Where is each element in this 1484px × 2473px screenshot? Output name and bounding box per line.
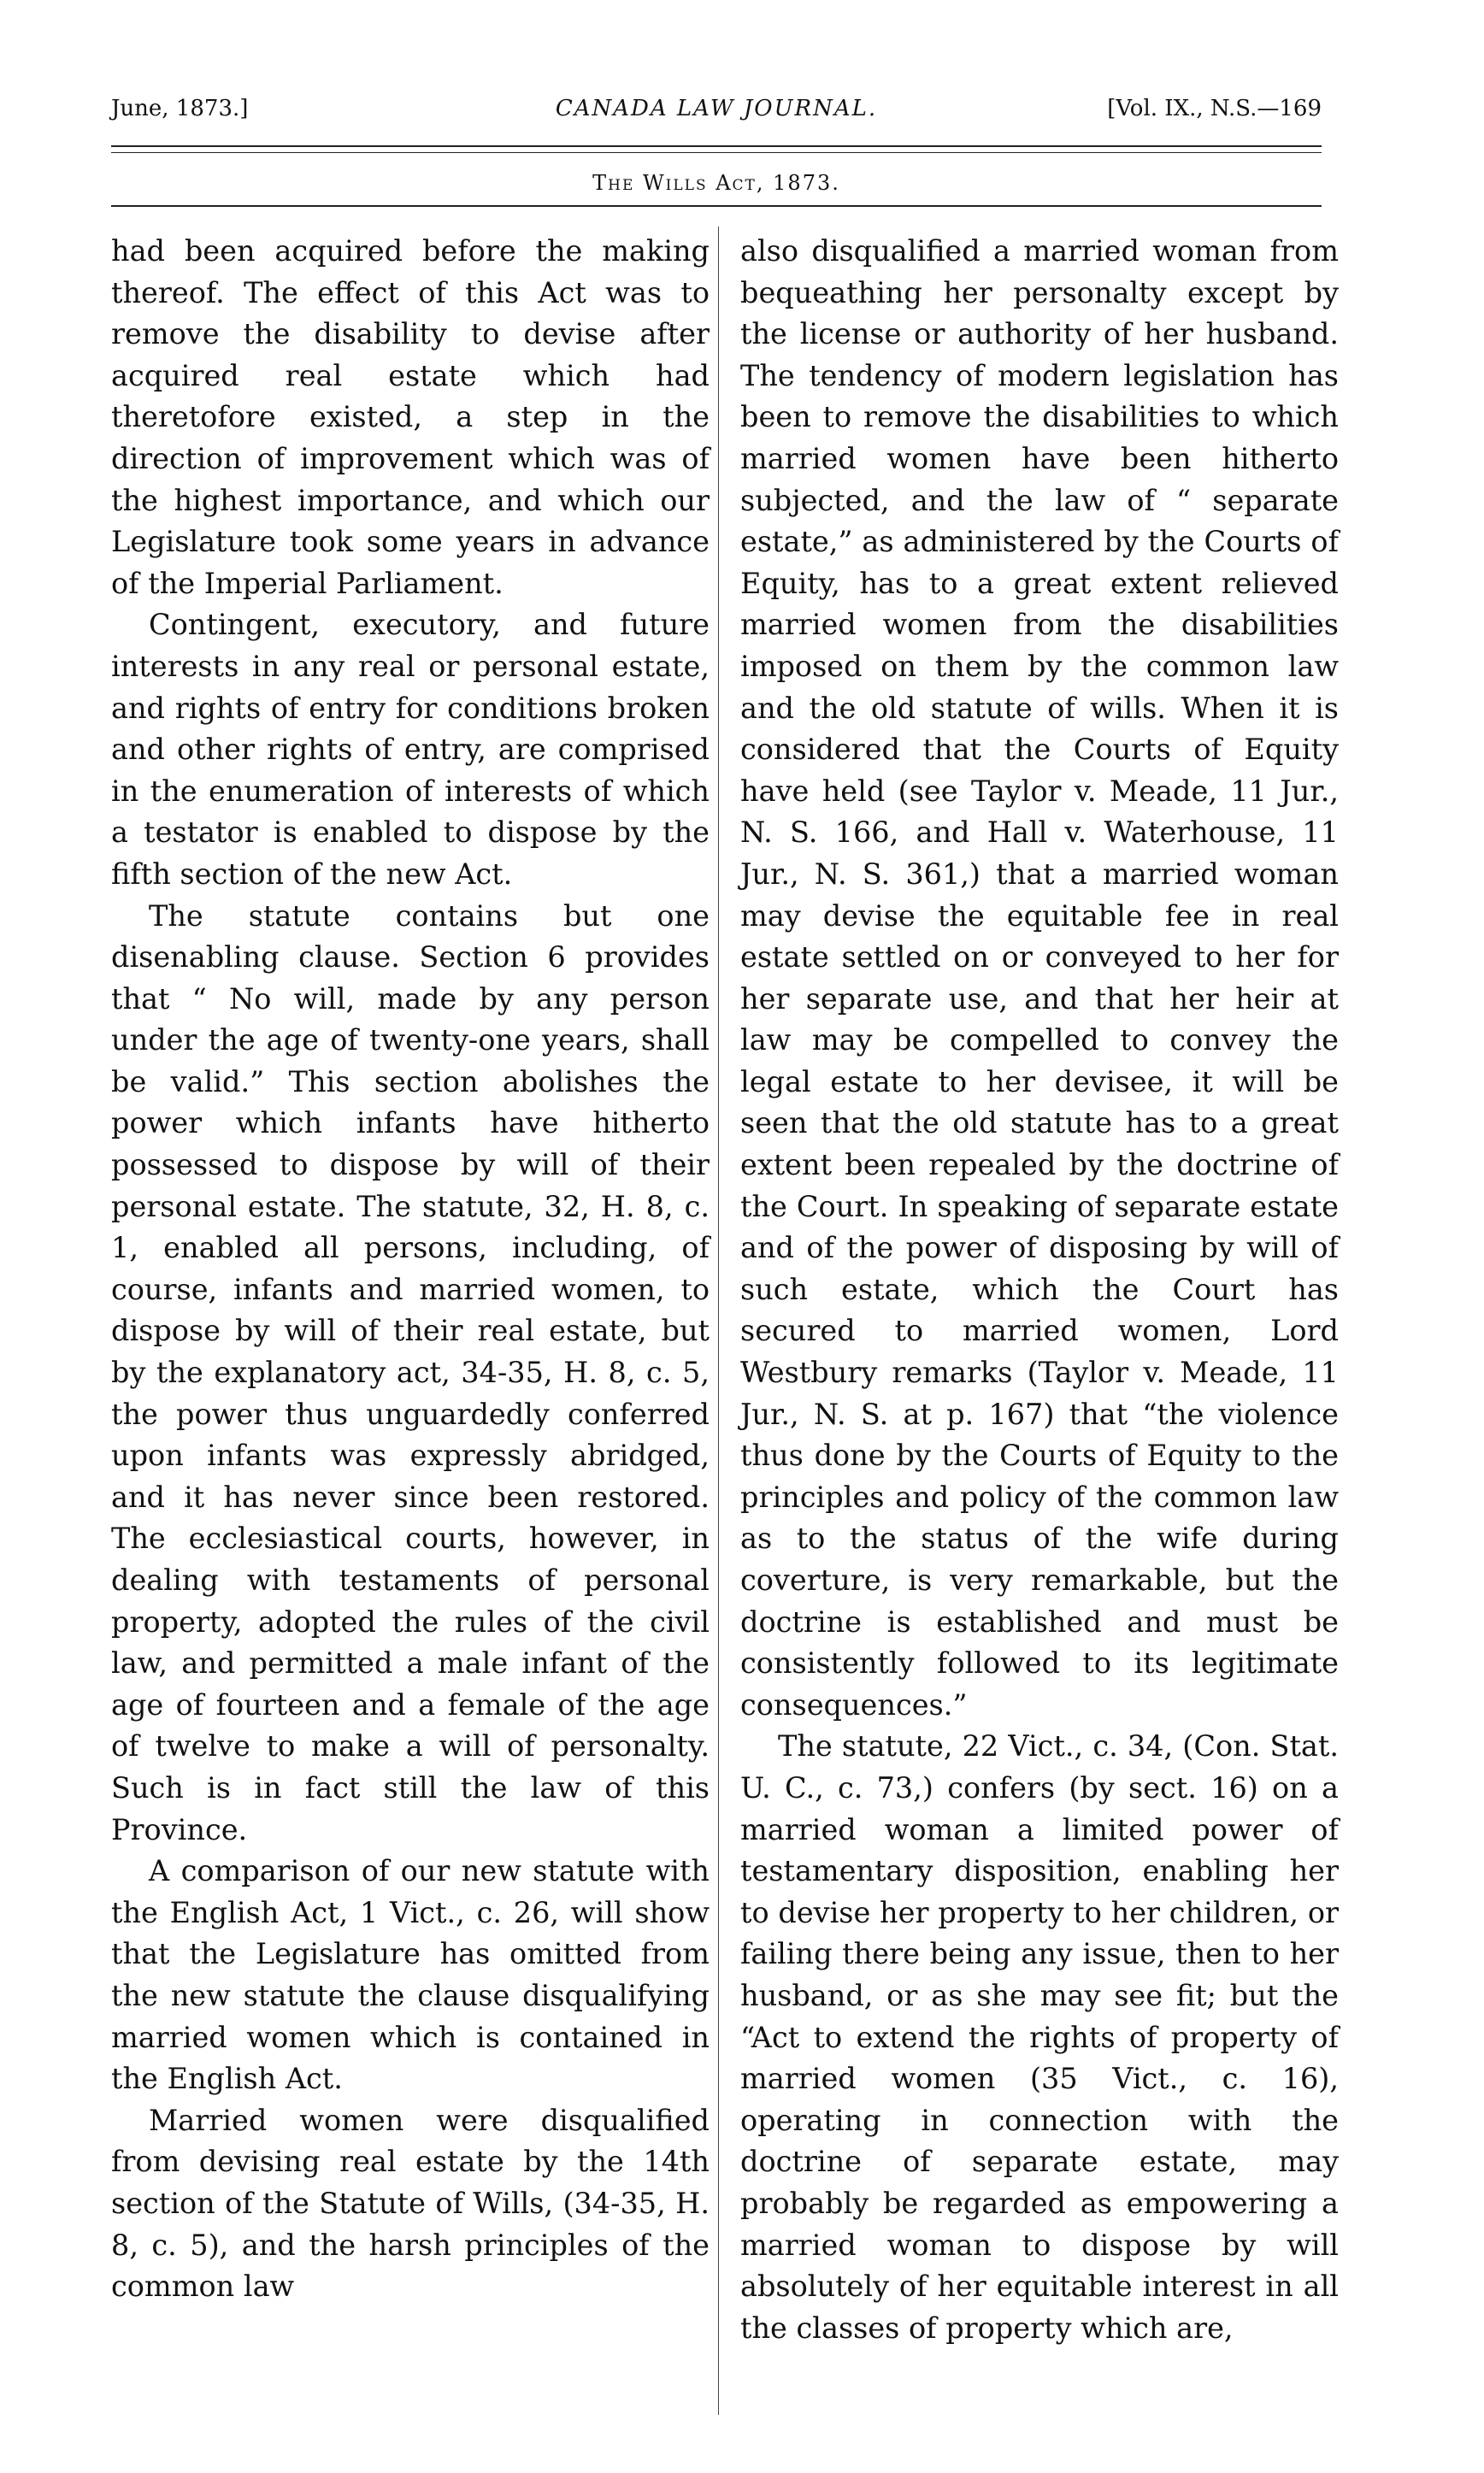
header-rule-thin xyxy=(111,152,1322,153)
journal-title: CANADA LAW JOURNAL. xyxy=(555,96,878,121)
paragraph: The statute, 22 Vict., c. 34, (Con. Stat. U. C., c. 73,) confers (by sect. 16) on a married woman a limited power of testamentary disposition, enabling her to devise her property to her children, or failing there being any issue, then to her husband, or as she may see fit; but the “Act to extend the rights of property of married women (35 Vict., c. 16), operating in connection with the doctrine of separate estate, may probably be regarded as empowering a married woman to dispose by will absolutely of her equitable interest in all the classes of property which are, xyxy=(740,1729,1339,2345)
header-date: June, 1873.] xyxy=(111,96,249,121)
paragraph: had been acquired before the making thereof. The effect of this Act was to remove the disability to devise after acquired real estate which had theretofore existed, a step in the direction of improvement which was of the highest importance, and which our Legislature took some years in advance of the Imperial Parliament. xyxy=(111,234,710,600)
left-column xyxy=(111,231,710,2308)
paragraph: also disqualified a married woman from bequeathing her personalty except by the license or authority of her husband. The tendency of modern legislation has been to remove the disabilities to which married women have been hitherto subjected, and the law of “ separate estate,” as administered by the Courts of Equity, has to a great extent relieved married women from the disabilities imposed on them by the common law and the old statute of wills. When it is considered that the Courts of Equity have held (see Taylor v. Meade, 11 Jur., N. S. 166, and Hall v. Waterhouse, 11 Jur., N. S. 361,) that a married woman may devise the equitable fee in real estate settled on or conveyed to her for her separate use, and that her heir at law may be compelled to convey the legal estate to her devisee, it will be seen that the old statute has to a great extent been repealed by the doctrine of the Court. In speaking of separate estate and of the power of disposing by will of such estate, which the Court has secured to married women, Lord Westbury remarks (Taylor v. Meade, 11 Jur., N. S. at p. 167) that “the violence thus done by the Courts of Equity to the principles and policy of the common law as to the status of the wife during coverture, is very remarkable, but the doctrine is established and must be consistently followed to its legitimate consequences.” xyxy=(740,234,1339,1722)
section-title: The Wills Act, 1873. xyxy=(592,171,840,195)
paragraph: Contingent, executory, and future interests in any real or personal estate, and rights of entry for conditions broken and other rights of entry, are comprised in the enumeration of interests of which a testator is enabled to dispose by the fifth section of the new Act. xyxy=(111,608,710,891)
paragraph: A comparison of our new statute with the English Act, 1 Vict., c. 26, will show that the Legislature has omitted from the new statute the clause disqualifying married women which is contained in the English Act. xyxy=(111,1854,710,2096)
paragraph: Married women were disqualified from devising real estate by the 14th section of the Statute of Wills, (34-35, H. 8, c. 5), and the harsh principles of the common law xyxy=(111,2103,710,2304)
header-rule-thick xyxy=(111,145,1322,147)
paragraph: The statute contains but one disenabling clause. Section 6 provides that “ No will, made by any person under the age of twenty-one years, shall be valid.” This section abolishes the power which infants have hitherto possessed to dispose by will of their personal estate. The statute, 32, H. 8, c. 1, enabled all persons, including, of course, infants and married women, to dispose by will of their real estate, but by the explanatory act, 34-35, H. 8, c. 5, the power thus unguardedly conferred upon infants was expressly abridged, and it has never since been restored. The ecclesiastical courts, however, in dealing with testaments of personal property, adopted the rules of the civil law, and permitted a male infant of the age of fourteen and a female of the age of twelve to make a will of personalty. Such is in fact still the law of this Province. xyxy=(111,898,710,1846)
column-divider xyxy=(718,227,719,2415)
right-column xyxy=(740,231,1339,2349)
volume-page-number: [Vol. IX., N.S.—169 xyxy=(1107,96,1322,121)
section-rule xyxy=(111,205,1322,207)
running-head xyxy=(111,96,1322,133)
